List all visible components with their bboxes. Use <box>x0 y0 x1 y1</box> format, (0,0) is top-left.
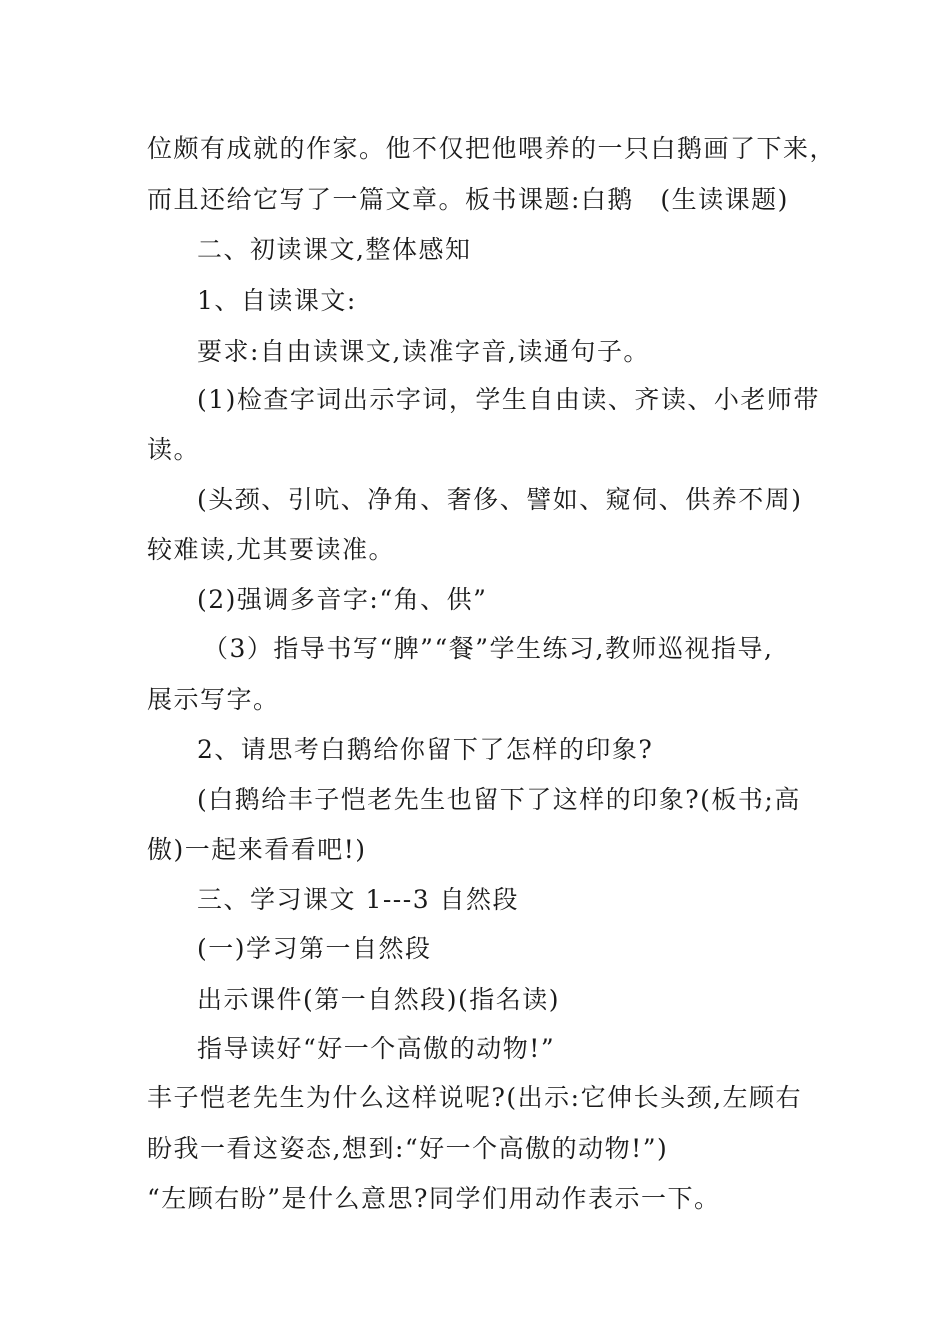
subsection-heading: (一)学习第一自然段 <box>197 934 432 963</box>
text-line: 读。 <box>147 435 201 464</box>
subsection-heading: 2、请思考白鹅给你留下了怎样的印象? <box>197 735 654 764</box>
text-line: 傲)一起来看看吧!) <box>147 835 367 864</box>
text-line: (白鹅给丰子恺老先生也留下了这样的印象?(板书;高 <box>197 785 801 814</box>
text-line: 要求:自由读课文,读准字音,读通句子。 <box>197 337 650 366</box>
text-line: (2)强调多音字:“角、供” <box>197 585 488 614</box>
text-line: 出示课件(第一自然段)(指名读) <box>197 985 561 1014</box>
text-line: (1)检查字词出示字词，学生自由读、齐读、小老师带 <box>197 385 820 414</box>
section-heading: 三、学习课文 1---3 自然段 <box>197 885 520 914</box>
text-line: (头颈、引吭、净角、奢侈、譬如、窥伺、供养不周) <box>197 485 803 514</box>
subsection-heading: 1、自读课文: <box>197 286 357 315</box>
text-line: 展示写字。 <box>147 685 280 714</box>
text-line: 而且还给它写了一篇文章。板书课题:白鹅 (生读课题) <box>147 185 789 214</box>
text-line: 丰子恺老先生为什么这样说呢?(出示:它伸长头颈,左顾右 <box>147 1083 803 1112</box>
text-line: “左顾右盼”是什么意思?同学们用动作表示一下。 <box>147 1184 721 1213</box>
section-heading: 二、初读课文,整体感知 <box>197 235 472 264</box>
text-line: 位颇有成就的作家。他不仅把他喂养的一只白鹅画了下来， <box>147 134 837 163</box>
text-line: 盼我一看这姿态,想到:“好一个高傲的动物!”) <box>147 1134 669 1163</box>
text-line: 指导读好“好一个高傲的动物!” <box>197 1034 556 1063</box>
text-line: 较难读,尤其要读准。 <box>147 535 395 564</box>
text-line: （3）指导书写“脾”“餐”学生练习,教师巡视指导, <box>203 634 774 663</box>
